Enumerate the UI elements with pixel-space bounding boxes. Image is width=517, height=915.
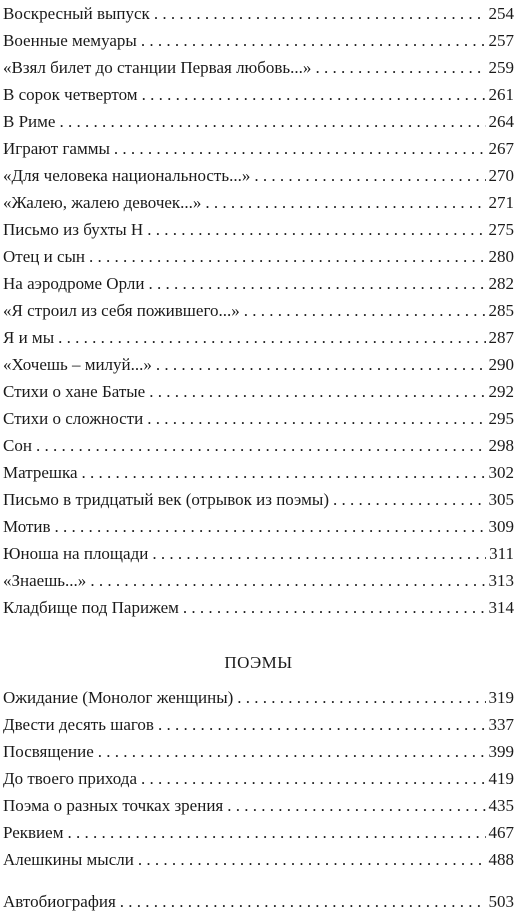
toc-entry: [3, 324, 514, 351]
dot-leader: [98, 738, 486, 765]
entry-page-number: 419: [488, 769, 514, 788]
toc-entry: [3, 189, 514, 216]
entry-page-number: 275: [488, 220, 514, 239]
entry-title: Стихи о сложности: [3, 409, 144, 428]
toc-entry: [3, 135, 514, 162]
entry-page-number: 271: [488, 193, 514, 212]
entry-title: До твоего прихода: [3, 769, 137, 788]
entry-title: Играют гаммы: [3, 139, 110, 158]
toc-entry: [3, 162, 514, 189]
entry-title: Письмо из бухты Н: [3, 220, 144, 239]
toc-entry: [3, 792, 514, 819]
spacer: [3, 873, 514, 888]
toc-entry: [3, 567, 514, 594]
entry-title: Посвящение: [3, 742, 94, 761]
entry-page-number: 259: [488, 58, 514, 77]
dot-leader: [315, 54, 485, 81]
entry-page-number: 314: [488, 598, 514, 617]
toc-entry: [3, 594, 514, 621]
dot-leader: [90, 567, 485, 594]
toc-entry: [3, 513, 514, 540]
entry-title: В Риме: [3, 112, 56, 131]
entry-page-number: 305: [488, 490, 514, 509]
dot-leader: [147, 405, 485, 432]
toc-entry: [3, 765, 514, 792]
dot-leader: [82, 459, 486, 486]
entry-page-number: 270: [488, 166, 514, 185]
dot-leader: [55, 513, 486, 540]
entry-title: Стихи о хане Батые: [3, 382, 146, 401]
entry-title: Военные мемуары: [3, 31, 137, 50]
entry-title: На аэродроме Орли: [3, 274, 145, 293]
table-of-contents: [3, 0, 514, 915]
toc-entry: [3, 888, 514, 915]
dot-leader: [114, 135, 486, 162]
entry-title: «Жалею, жалею девочек...»: [3, 193, 202, 212]
dot-leader: [58, 324, 485, 351]
dot-leader: [59, 108, 485, 135]
dot-leader: [141, 765, 486, 792]
entry-page-number: 488: [488, 850, 514, 869]
toc-entry: [3, 108, 514, 135]
dot-leader: [120, 888, 486, 915]
entry-title: Сон: [3, 436, 32, 455]
entry-title: «Знаешь...»: [3, 571, 87, 590]
dot-leader: [183, 594, 486, 621]
dot-leader: [138, 846, 486, 873]
dot-leader: [158, 711, 486, 738]
entry-page-number: 298: [488, 436, 514, 455]
toc-entry: [3, 738, 514, 765]
entry-title: «Я строил из себя пожившего...»: [3, 301, 240, 320]
dot-leader: [156, 351, 486, 378]
entry-page-number: 467: [488, 823, 514, 842]
toc-entry: [3, 684, 514, 711]
toc-entry: [3, 351, 514, 378]
poems-list: [3, 0, 514, 621]
dot-leader: [227, 792, 485, 819]
entry-page-number: 280: [488, 247, 514, 266]
entry-title: Кладбище под Парижем: [3, 598, 179, 617]
toc-entry: [3, 432, 514, 459]
dot-leader: [244, 297, 486, 324]
dot-leader: [254, 162, 485, 189]
entry-page-number: 287: [488, 328, 514, 347]
toc-entry: [3, 27, 514, 54]
entry-title: Воскресный выпуск: [3, 4, 150, 23]
entry-page-number: 302: [488, 463, 514, 482]
toc-entry: [3, 540, 514, 567]
toc-entry: [3, 0, 514, 27]
toc-entry: [3, 459, 514, 486]
entry-page-number: 311: [489, 544, 514, 563]
toc-entry: [3, 846, 514, 873]
toc-entry: [3, 297, 514, 324]
entry-title: Матрешка: [3, 463, 78, 482]
entry-page-number: 264: [488, 112, 514, 131]
entry-title: Ожидание (Монолог женщины): [3, 688, 234, 707]
section-heading-poems: ПОЭМЫ: [224, 653, 293, 672]
entry-title: В сорок четвертом: [3, 85, 138, 104]
entry-page-number: 503: [488, 892, 514, 911]
dot-leader: [333, 486, 486, 513]
entry-title: Письмо в тридцатый век (отрывок из поэмы): [3, 490, 329, 509]
appendix-list: [3, 888, 514, 915]
entry-page-number: 292: [488, 382, 514, 401]
toc-entry: [3, 54, 514, 81]
entry-page-number: 282: [488, 274, 514, 293]
entry-title: «Хочешь – милуй...»: [3, 355, 152, 374]
toc-entry: [3, 819, 514, 846]
entry-page-number: 295: [488, 409, 514, 428]
entry-page-number: 254: [488, 4, 514, 23]
dot-leader: [67, 819, 485, 846]
toc-entry: [3, 243, 514, 270]
entry-page-number: 337: [488, 715, 514, 734]
toc-entry: [3, 270, 514, 297]
dot-leader: [205, 189, 485, 216]
toc-entry: [3, 486, 514, 513]
dot-leader: [36, 432, 486, 459]
entry-title: Я и мы: [3, 328, 55, 347]
entry-page-number: 257: [488, 31, 514, 50]
dot-leader: [237, 684, 485, 711]
dot-leader: [141, 27, 486, 54]
entry-title: «Взял билет до станции Первая любовь...»: [3, 58, 312, 77]
entry-page-number: 309: [488, 517, 514, 536]
entry-title: Алешкины мысли: [3, 850, 134, 869]
entry-title: Двести десять шагов: [3, 715, 154, 734]
toc-entry: [3, 378, 514, 405]
entry-page-number: 319: [488, 688, 514, 707]
toc-entry: [3, 81, 514, 108]
entry-page-number: 261: [488, 85, 514, 104]
entry-title: «Для человека национальность...»: [3, 166, 251, 185]
dot-leader: [142, 81, 486, 108]
toc-entry: [3, 405, 514, 432]
dot-leader: [149, 378, 485, 405]
dot-leader: [147, 216, 485, 243]
entry-title: Автобиография: [3, 892, 116, 911]
entry-title: Отец и сын: [3, 247, 86, 266]
entry-page-number: 285: [488, 301, 514, 320]
dot-leader: [154, 0, 486, 27]
entry-title: Поэма о разных точках зрения: [3, 796, 224, 815]
dot-leader: [89, 243, 485, 270]
entry-title: Мотив: [3, 517, 51, 536]
entry-title: Юноша на площади: [3, 544, 149, 563]
dot-leader: [148, 270, 485, 297]
entry-page-number: 313: [488, 571, 514, 590]
dot-leader: [152, 540, 486, 567]
entry-title: Реквием: [3, 823, 64, 842]
entry-page-number: 399: [488, 742, 514, 761]
entry-page-number: 435: [488, 796, 514, 815]
entry-page-number: 290: [488, 355, 514, 374]
entry-page-number: 267: [488, 139, 514, 158]
toc-entry: [3, 711, 514, 738]
toc-entry: [3, 216, 514, 243]
long-poems-list: [3, 684, 514, 873]
